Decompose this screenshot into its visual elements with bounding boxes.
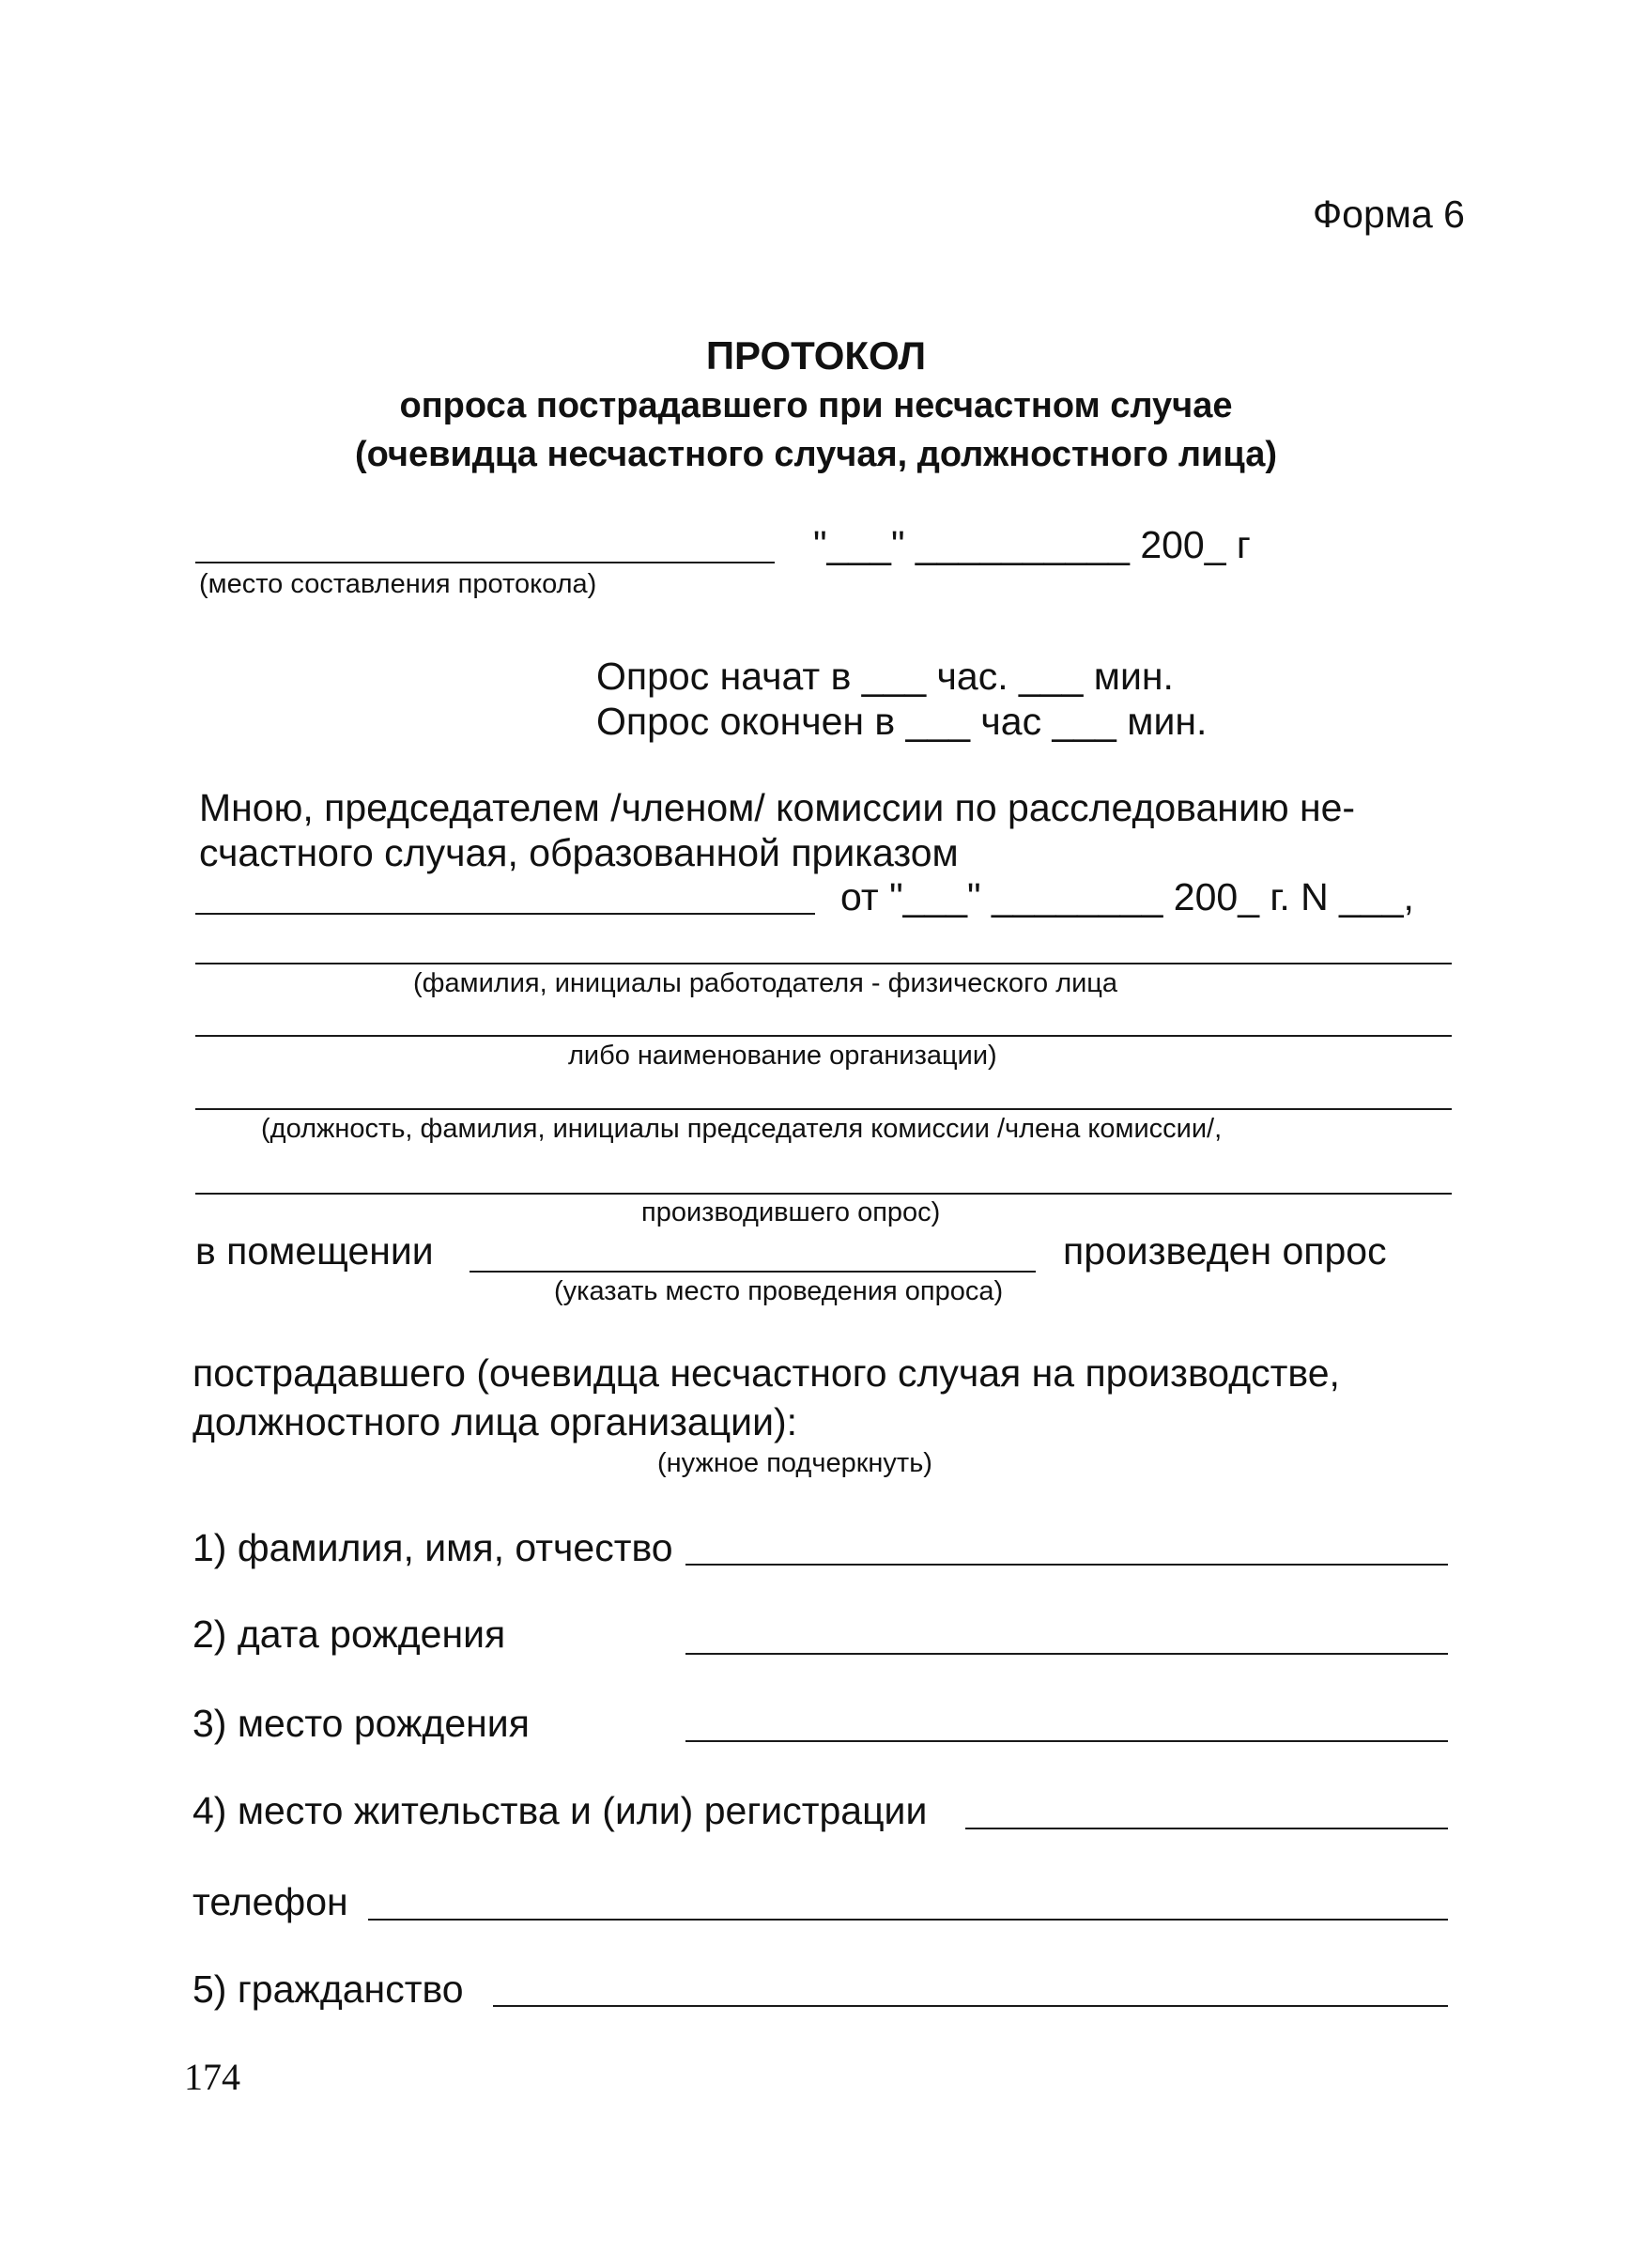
document-subtitle-line1: опроса пострадавшего при несчастном случае bbox=[399, 386, 1233, 425]
conducted-caption: производившего опрос) bbox=[641, 1197, 941, 1227]
field-birth-date-label: 2) дата рождения bbox=[192, 1612, 506, 1656]
field-citizenship-line[interactable] bbox=[493, 2005, 1448, 2007]
page-number: 174 bbox=[184, 2056, 240, 2098]
room-label: в помещении bbox=[195, 1229, 434, 1273]
field-full-name-line[interactable] bbox=[685, 1564, 1448, 1566]
order-field-line[interactable] bbox=[195, 913, 815, 915]
date-field: "___" __________ 200_ г bbox=[813, 523, 1251, 566]
room-caption: (указать место проведения опроса) bbox=[554, 1276, 1004, 1306]
organization-caption: либо наименование организации) bbox=[568, 1041, 997, 1071]
employer-field-line[interactable] bbox=[195, 963, 1452, 964]
field-citizenship-label: 5) гражданство bbox=[192, 1967, 464, 2011]
chair-field-line[interactable] bbox=[195, 1108, 1452, 1110]
conducted-field-line[interactable] bbox=[195, 1193, 1452, 1195]
document-subtitle-line2: (очевидца несчастного случая, должностного лица) bbox=[354, 435, 1278, 474]
organization-field-line[interactable] bbox=[195, 1035, 1452, 1037]
field-birth-date-line[interactable] bbox=[685, 1653, 1448, 1655]
field-phone-label: телефон bbox=[192, 1880, 348, 1923]
field-phone-line[interactable] bbox=[368, 1919, 1448, 1921]
field-full-name-label: 1) фамилия, имя, отчество bbox=[192, 1526, 673, 1569]
room-field-line[interactable] bbox=[470, 1271, 1036, 1273]
field-birth-place-line[interactable] bbox=[685, 1740, 1448, 1742]
field-residence-line[interactable] bbox=[965, 1828, 1448, 1829]
victim-line1: пострадавшего (очевидца несчастного случая на производстве, bbox=[192, 1351, 1340, 1395]
place-caption: (место составления протокола) bbox=[199, 569, 597, 599]
underline-note: (нужное подчеркнуть) bbox=[657, 1448, 932, 1478]
employer-caption: (фамилия, инициалы работодателя - физического лица bbox=[413, 968, 1118, 998]
field-residence-label: 4) место жительства и (или) регистрации bbox=[192, 1789, 928, 1832]
victim-line2: должностного лица организации): bbox=[192, 1400, 798, 1443]
order-details: от "___" ________ 200_ г. N ___, bbox=[840, 875, 1414, 918]
paragraph-line1: Мною, председателем /членом/ комиссии по расследованию не- bbox=[199, 786, 1356, 829]
survey-start-time: Опрос начат в ___ час. ___ мин. bbox=[596, 655, 1174, 698]
paragraph-line2: счастного случая, образованной приказом bbox=[199, 831, 959, 874]
chair-caption: (должность, фамилия, инициалы председателя комиссии /члена комиссии/, bbox=[261, 1114, 1223, 1144]
field-birth-place-label: 3) место рождения bbox=[192, 1702, 530, 1745]
room-suffix: произведен опрос bbox=[1063, 1229, 1387, 1273]
place-field-line[interactable] bbox=[195, 562, 775, 563]
document-title: ПРОТОКОЛ bbox=[705, 333, 927, 378]
survey-end-time: Опрос окончен в ___ час ___ мин. bbox=[596, 700, 1208, 743]
form-number: Форма 6 bbox=[1313, 193, 1465, 236]
